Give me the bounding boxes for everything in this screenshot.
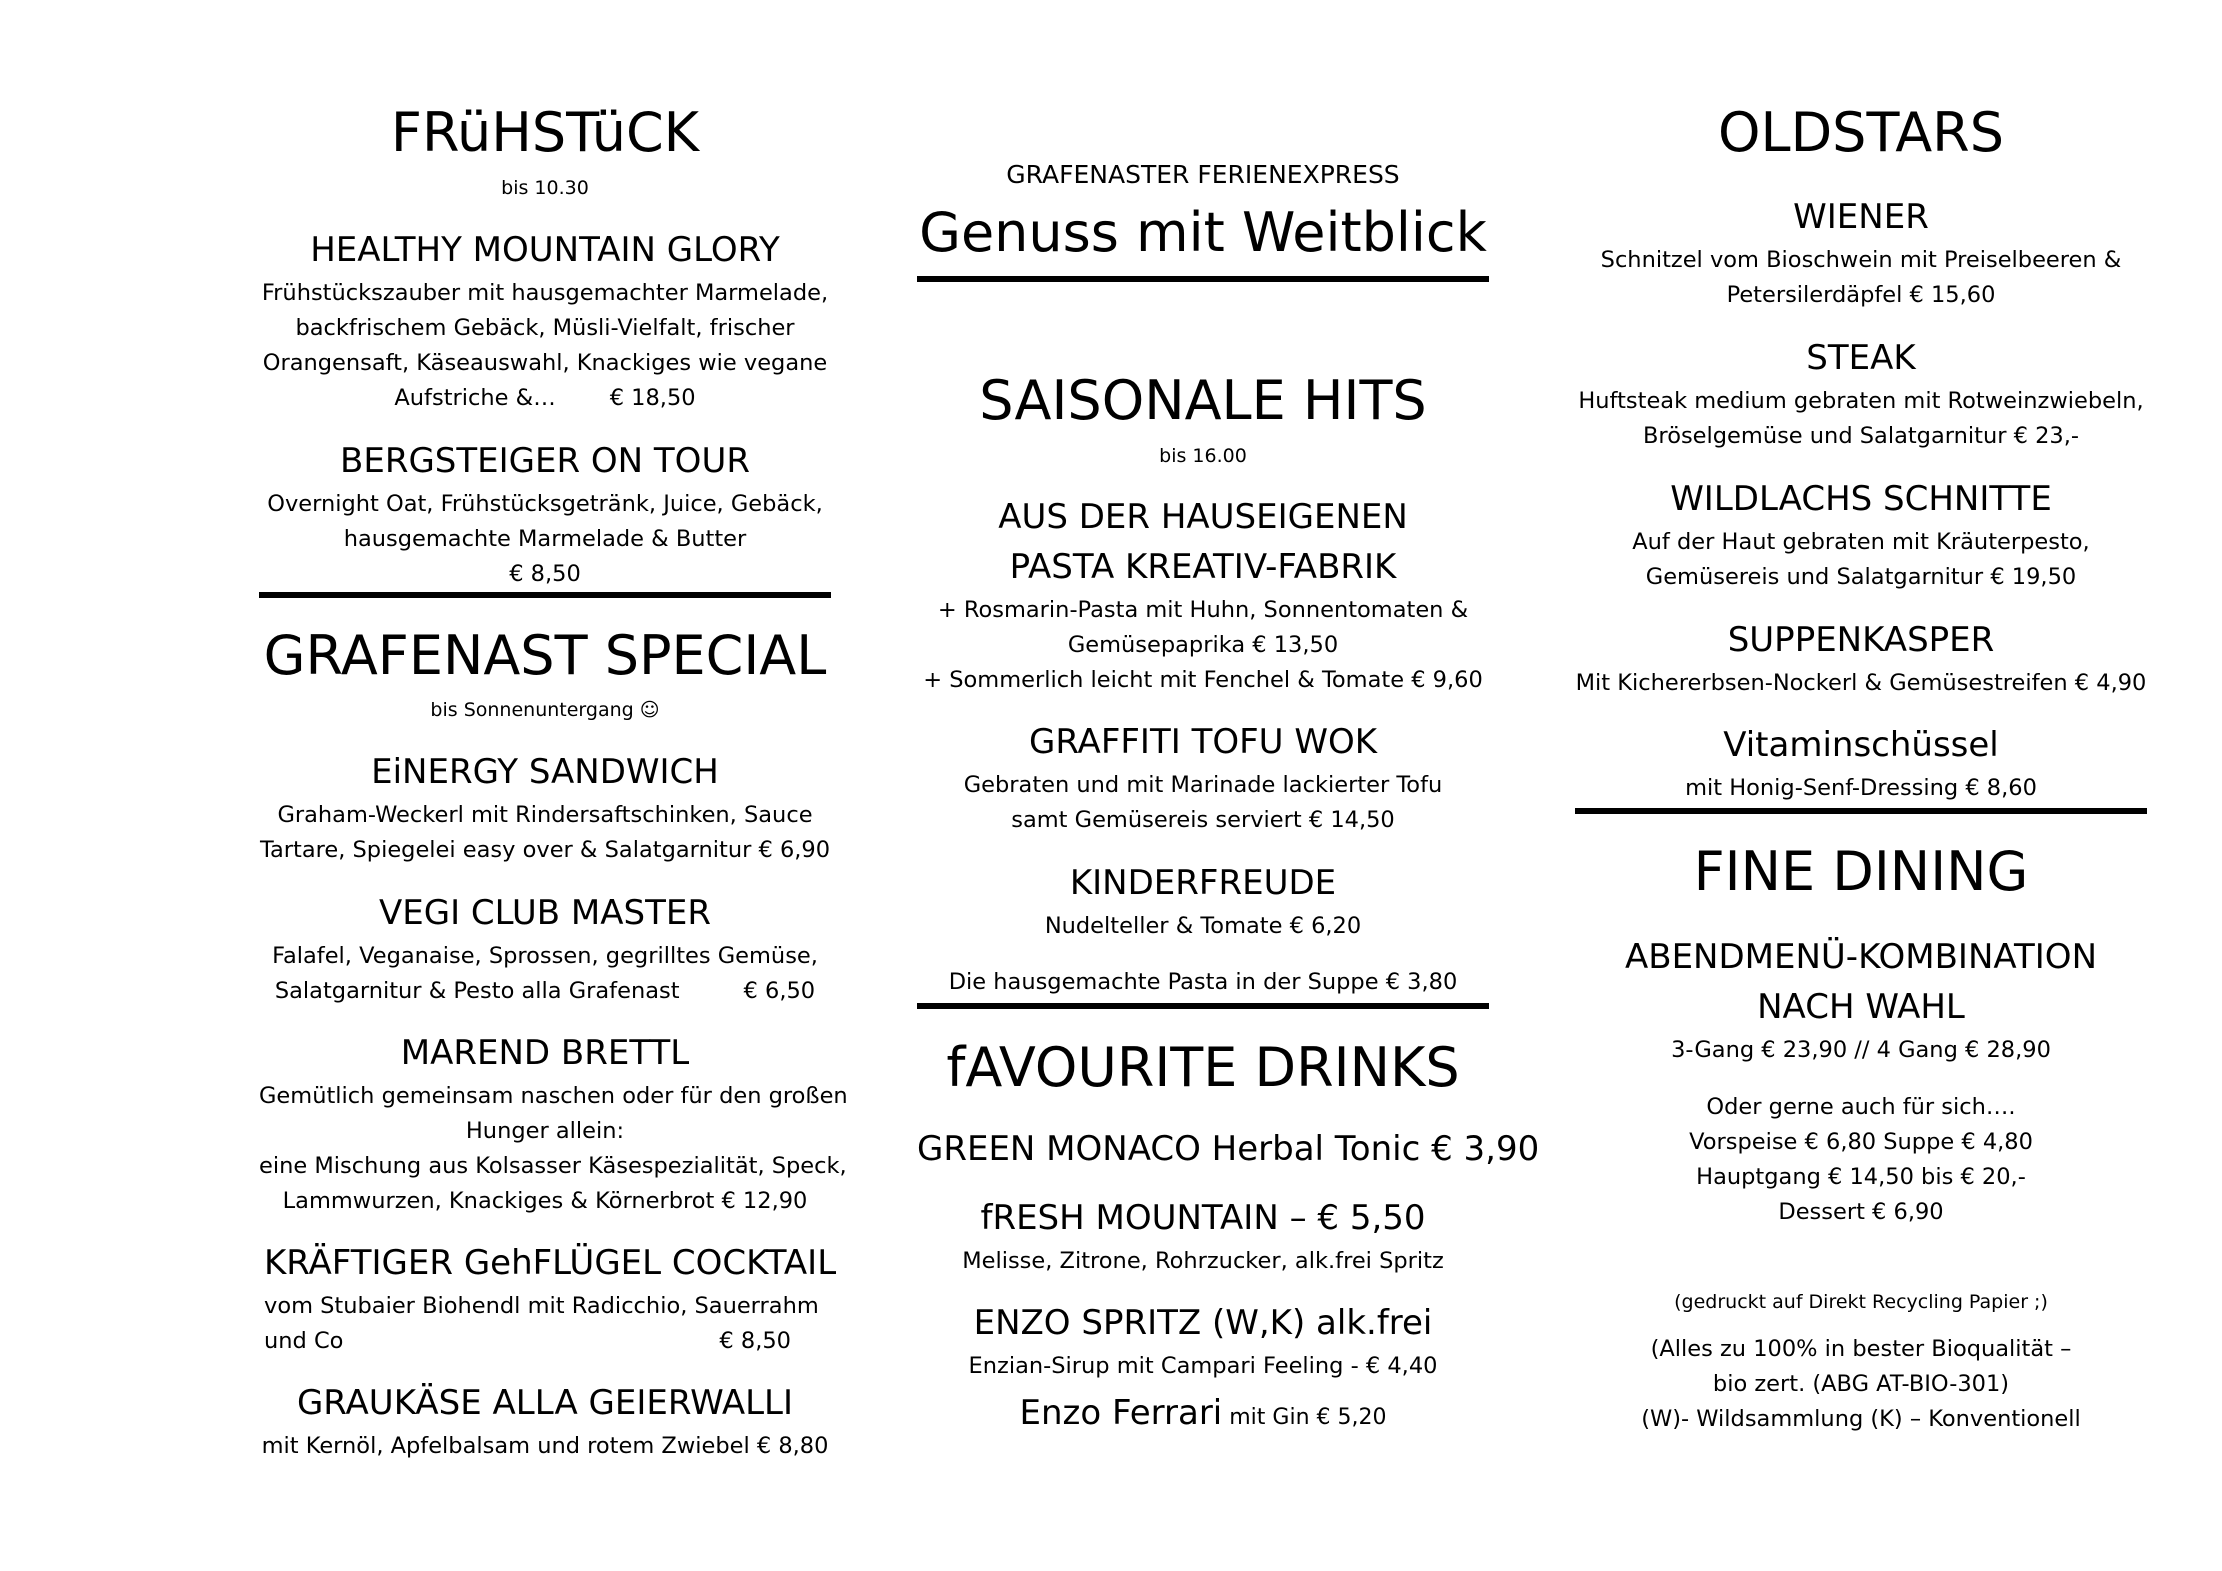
item-desc: Petersilerdäpfel € 15,60 bbox=[1726, 282, 1996, 308]
item-title-wildlachs: WILDLACHS SCHNITTE bbox=[1670, 479, 2052, 519]
drink-detail: mit Gin € 5,20 bbox=[1222, 1405, 1387, 1430]
divider bbox=[259, 592, 831, 598]
item-desc: samt Gemüsereis serviert € 14,50 bbox=[1011, 807, 1395, 833]
item-desc: Hauptgang € 14,50 bis € 20,- bbox=[1696, 1164, 2026, 1190]
section-title-saisonal: SAISONALE HITS bbox=[979, 369, 1427, 432]
item-desc: Huftsteak medium gebraten mit Rotweinzwiebeln, bbox=[1578, 388, 2144, 414]
item-desc: + Rosmarin-Pasta mit Huhn, Sonnentomaten & bbox=[937, 597, 1469, 623]
item-price: € 18,50 bbox=[609, 385, 696, 411]
section-title-fine-dining: FINE DINING bbox=[1693, 840, 2029, 903]
item-title-wiener: WIENER bbox=[1793, 197, 1929, 237]
item-desc: Orangensaft, Käseauswahl, Knackiges wie vegane bbox=[262, 350, 828, 376]
item-title-pasta: AUS DER HAUSEIGENEN bbox=[998, 497, 1408, 537]
item-desc: Gebraten und mit Marinade lackierter Tofu bbox=[963, 772, 1443, 798]
item-desc: Nudelteller & Tomate € 6,20 bbox=[1044, 913, 1362, 939]
item-desc: und Co bbox=[264, 1328, 344, 1354]
footer-note: (W)- Wildsammlung (K) – Konventionell bbox=[1641, 1406, 2081, 1432]
item-price: € 6,50 bbox=[743, 978, 816, 1004]
footer-print-note: (gedruckt auf Direkt Recycling Papier ;) bbox=[1674, 1291, 2048, 1313]
drink-green-monaco: GREEN MONACO Herbal Tonic € 3,90 bbox=[917, 1129, 1540, 1169]
item-desc: Frühstückszauber mit hausgemachter Marmelade, bbox=[261, 280, 829, 306]
item-desc: mit Kernöl, Apfelbalsam und rotem Zwiebel € 8,80 bbox=[261, 1433, 829, 1459]
item-title-marend: MAREND BRETTL bbox=[400, 1033, 690, 1073]
item-title-tofu: GRAFFITI TOFU WOK bbox=[1028, 722, 1378, 762]
item-title-kraeftig: KRÄFTIGER GehFLÜGEL COCKTAIL bbox=[264, 1243, 837, 1283]
item-desc: backfrischem Gebäck, Müsli-Vielfalt, frischer bbox=[295, 315, 795, 341]
item-desc: Tartare, Spiegelei easy over & Salatgarnitur € 6,90 bbox=[259, 837, 831, 863]
item-title-abend-2: NACH WAHL bbox=[1757, 987, 1965, 1027]
item-desc: hausgemachte Marmelade & Butter bbox=[343, 526, 747, 552]
item-desc: eine Mischung aus Kolsasser Käsespezialität, Speck, bbox=[259, 1153, 847, 1179]
section-title-fruehstueck: FRüHSTüCK bbox=[390, 101, 700, 164]
drink-enzo-ferrari bbox=[917, 1393, 1489, 1438]
item-desc: mit Honig-Senf-Dressing € 8,60 bbox=[1685, 775, 2037, 801]
item-desc: Schnitzel vom Bioschwein mit Preiselbeeren & bbox=[1600, 247, 2122, 273]
item-title-bergsteiger: BERGSTEIGER ON TOUR bbox=[340, 441, 750, 481]
item-title-vitamin: Vitaminschüssel bbox=[1723, 725, 1999, 765]
divider bbox=[917, 1003, 1489, 1009]
item-desc-last bbox=[259, 974, 831, 1010]
item-desc: Dessert € 6,90 bbox=[1778, 1199, 1944, 1225]
item-price: € 8,50 bbox=[719, 1328, 791, 1354]
item-desc: Gemüsereis und Salatgarnitur € 19,50 bbox=[1645, 564, 2077, 590]
divider bbox=[1575, 808, 2147, 814]
header-title: Genuss mit Weitblick bbox=[919, 201, 1487, 264]
item-desc: Gemüsepaprika € 13,50 bbox=[1067, 632, 1339, 658]
item-desc: vom Stubaier Biohendl mit Radicchio, Sauerrahm bbox=[264, 1293, 819, 1319]
item-title-kinder: KINDERFREUDE bbox=[1069, 863, 1337, 903]
item-desc: Hunger allein: bbox=[465, 1118, 625, 1144]
section-title-special: GRAFENAST SPECIAL bbox=[263, 624, 827, 687]
footer-note: bio zert. (ABG AT-BIO-301) bbox=[1712, 1371, 2010, 1397]
item-desc: Vorspeise € 6,80 Suppe € 4,80 bbox=[1689, 1129, 2033, 1155]
item-desc: Melisse, Zitrone, Rohrzucker, alk.frei Spritz bbox=[962, 1248, 1444, 1274]
item-desc: Overnight Oat, Frühstücksgetränk, Juice, Gebäck, bbox=[267, 491, 823, 517]
section-title-drinks: fAVOURITE DRINKS bbox=[946, 1036, 1460, 1099]
item-title-suppenkasper: SUPPENKASPER bbox=[1727, 620, 1995, 660]
drink-name: Enzo Ferrari bbox=[1019, 1393, 1223, 1433]
item-title-einergy: EiNERGY SANDWICH bbox=[371, 752, 719, 792]
item-desc: 3-Gang € 23,90 // 4 Gang € 28,90 bbox=[1671, 1037, 2051, 1063]
header-kicker: GRAFENASTER FERIENEXPRESS bbox=[1006, 160, 1400, 189]
item-desc: Oder gerne auch für sich…. bbox=[1706, 1094, 2016, 1120]
item-title-pasta-2: PASTA KREATIV-FABRIK bbox=[1009, 547, 1397, 587]
item-desc: Auf der Haut gebraten mit Kräuterpesto, bbox=[1632, 529, 2090, 555]
footer-note: (Alles zu 100% in bester Bioqualität – bbox=[1650, 1336, 2072, 1362]
section-time: bis 10.30 bbox=[501, 177, 589, 199]
item-desc: Mit Kichererbsen-Nockerl & Gemüsestreifen € 4,90 bbox=[1575, 670, 2147, 696]
section-time: bis Sonnenuntergang ☺ bbox=[430, 699, 660, 721]
item-desc-last bbox=[264, 1324, 791, 1360]
item-desc-last bbox=[259, 381, 831, 417]
divider bbox=[917, 276, 1489, 282]
item-title-vegi: VEGI CLUB MASTER bbox=[379, 893, 711, 933]
drink-fresh-mountain: fRESH MOUNTAIN – € 5,50 bbox=[980, 1198, 1426, 1238]
item-desc: Gemütlich gemeinsam naschen oder für den großen bbox=[259, 1083, 848, 1109]
item-desc: Falafel, Veganaise, Sprossen, gegrilltes Gemüse, bbox=[272, 943, 818, 969]
section-time: bis 16.00 bbox=[1159, 445, 1247, 467]
item-desc: Bröselgemüse und Salatgarnitur € 23,- bbox=[1643, 423, 2079, 449]
item-title-healthy: HEALTHY MOUNTAIN GLORY bbox=[310, 230, 780, 270]
item-desc: Lammwurzen, Knackiges & Körnerbrot € 12,90 bbox=[282, 1188, 808, 1214]
item-desc: Graham-Weckerl mit Rindersaftschinken, Sauce bbox=[277, 802, 813, 828]
soup-note: Die hausgemachte Pasta in der Suppe € 3,80 bbox=[948, 969, 1458, 995]
drink-enzo-spritz: ENZO SPRITZ (W,K) alk.frei bbox=[973, 1303, 1433, 1343]
item-desc: Aufstriche &… bbox=[394, 385, 556, 411]
item-title-steak: STEAK bbox=[1806, 338, 1916, 378]
item-title-graukaese: GRAUKÄSE ALLA GEIERWALLI bbox=[296, 1383, 794, 1423]
item-desc: Salatgarnitur & Pesto alla Grafenast bbox=[274, 978, 680, 1004]
item-desc: Enzian-Sirup mit Campari Feeling - € 4,40 bbox=[968, 1353, 1438, 1379]
section-title-oldstars: OLDSTARS bbox=[1718, 101, 2004, 164]
item-desc: + Sommerlich leicht mit Fenchel & Tomate € 9,60 bbox=[923, 667, 1483, 693]
item-title-abend: ABENDMENÜ-KOMBINATION bbox=[1624, 937, 2097, 977]
item-price: € 8,50 bbox=[509, 561, 581, 587]
